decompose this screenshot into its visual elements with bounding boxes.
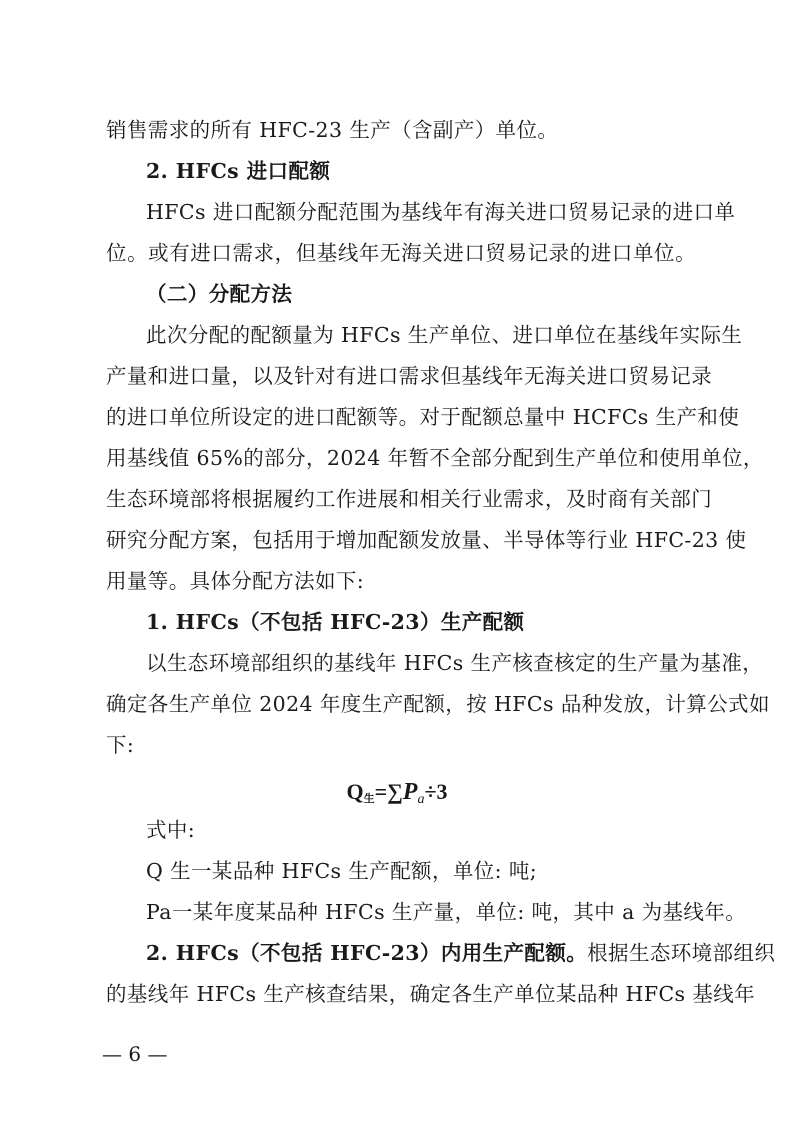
text-line: 研究分配方案，包括用于增加配额发放量、半导体等行业 HFC-23 使 xyxy=(106,528,747,552)
text-line: 的基线年 HFCs 生产核查结果，确定各生产单位某品种 HFCs 基线年 xyxy=(106,982,756,1006)
formula-divide: ÷3 xyxy=(424,779,448,804)
text-line: 下: xyxy=(106,733,135,757)
formula-equals-sum: =∑ xyxy=(374,779,403,804)
section-heading: （二）分配方法 xyxy=(146,282,293,306)
page-number: — 6 — xyxy=(102,1042,168,1066)
text-line: 的进口单位所设定的进口配额等。对于配额总量中 HCFCs 生产和使 xyxy=(106,405,740,429)
text-line: 以生态环境部组织的基线年 HFCs 生产核查核定的生产量为基准， xyxy=(146,651,764,675)
formula-q-subscript: 生 xyxy=(363,793,375,805)
text-line: 产量和进口量，以及针对有进口需求但基线年无海关进口贸易记录 xyxy=(106,364,713,388)
formula-q: Q xyxy=(346,779,364,804)
text-line: 销售需求的所有 HFC-23 生产（含副产）单位。 xyxy=(106,118,559,142)
text-line: 式中: xyxy=(146,818,196,842)
definition-line: Q 生一某品种 HFCs 生产配额，单位: 吨; xyxy=(146,859,538,883)
text-line: 用基线值 65%的部分，2024 年暂不全部分配到生产单位和使用单位， xyxy=(106,446,764,470)
text-line: 用量等。具体分配方法如下: xyxy=(106,569,365,593)
formula xyxy=(0,777,794,815)
section-heading-inline: 2. HFCs（不包括 HFC-23）内用生产配额。 xyxy=(146,941,588,965)
formula-p-subscript: a xyxy=(417,792,425,807)
section-heading: 2. HFCs 进口配额 xyxy=(146,159,331,183)
text-line: 确定各生产单位 2024 年度生产配额，按 HFCs 品种发放，计算公式如 xyxy=(106,692,770,716)
formula-p: P xyxy=(402,779,418,805)
text-line: 此次分配的配额量为 HFCs 生产单位、进口单位在基线年实际生 xyxy=(146,323,743,347)
text-line xyxy=(146,939,776,967)
text-line: HFCs 进口配额分配范围为基线年有海关进口贸易记录的进口单 xyxy=(146,200,736,224)
text-line: 生态环境部将根据履约工作进展和相关行业需求，及时商有关部门 xyxy=(106,487,713,511)
text-inline: 根据生态环境部组织 xyxy=(587,941,776,965)
text-line: 位。或有进口需求，但基线年无海关进口贸易记录的进口单位。 xyxy=(106,241,696,265)
section-heading: 1. HFCs（不包括 HFC-23）生产配额 xyxy=(146,610,525,634)
definition-line: Pa一某年度某品种 HFCs 生产量，单位: 吨，其中 a 为基线年。 xyxy=(146,900,747,924)
